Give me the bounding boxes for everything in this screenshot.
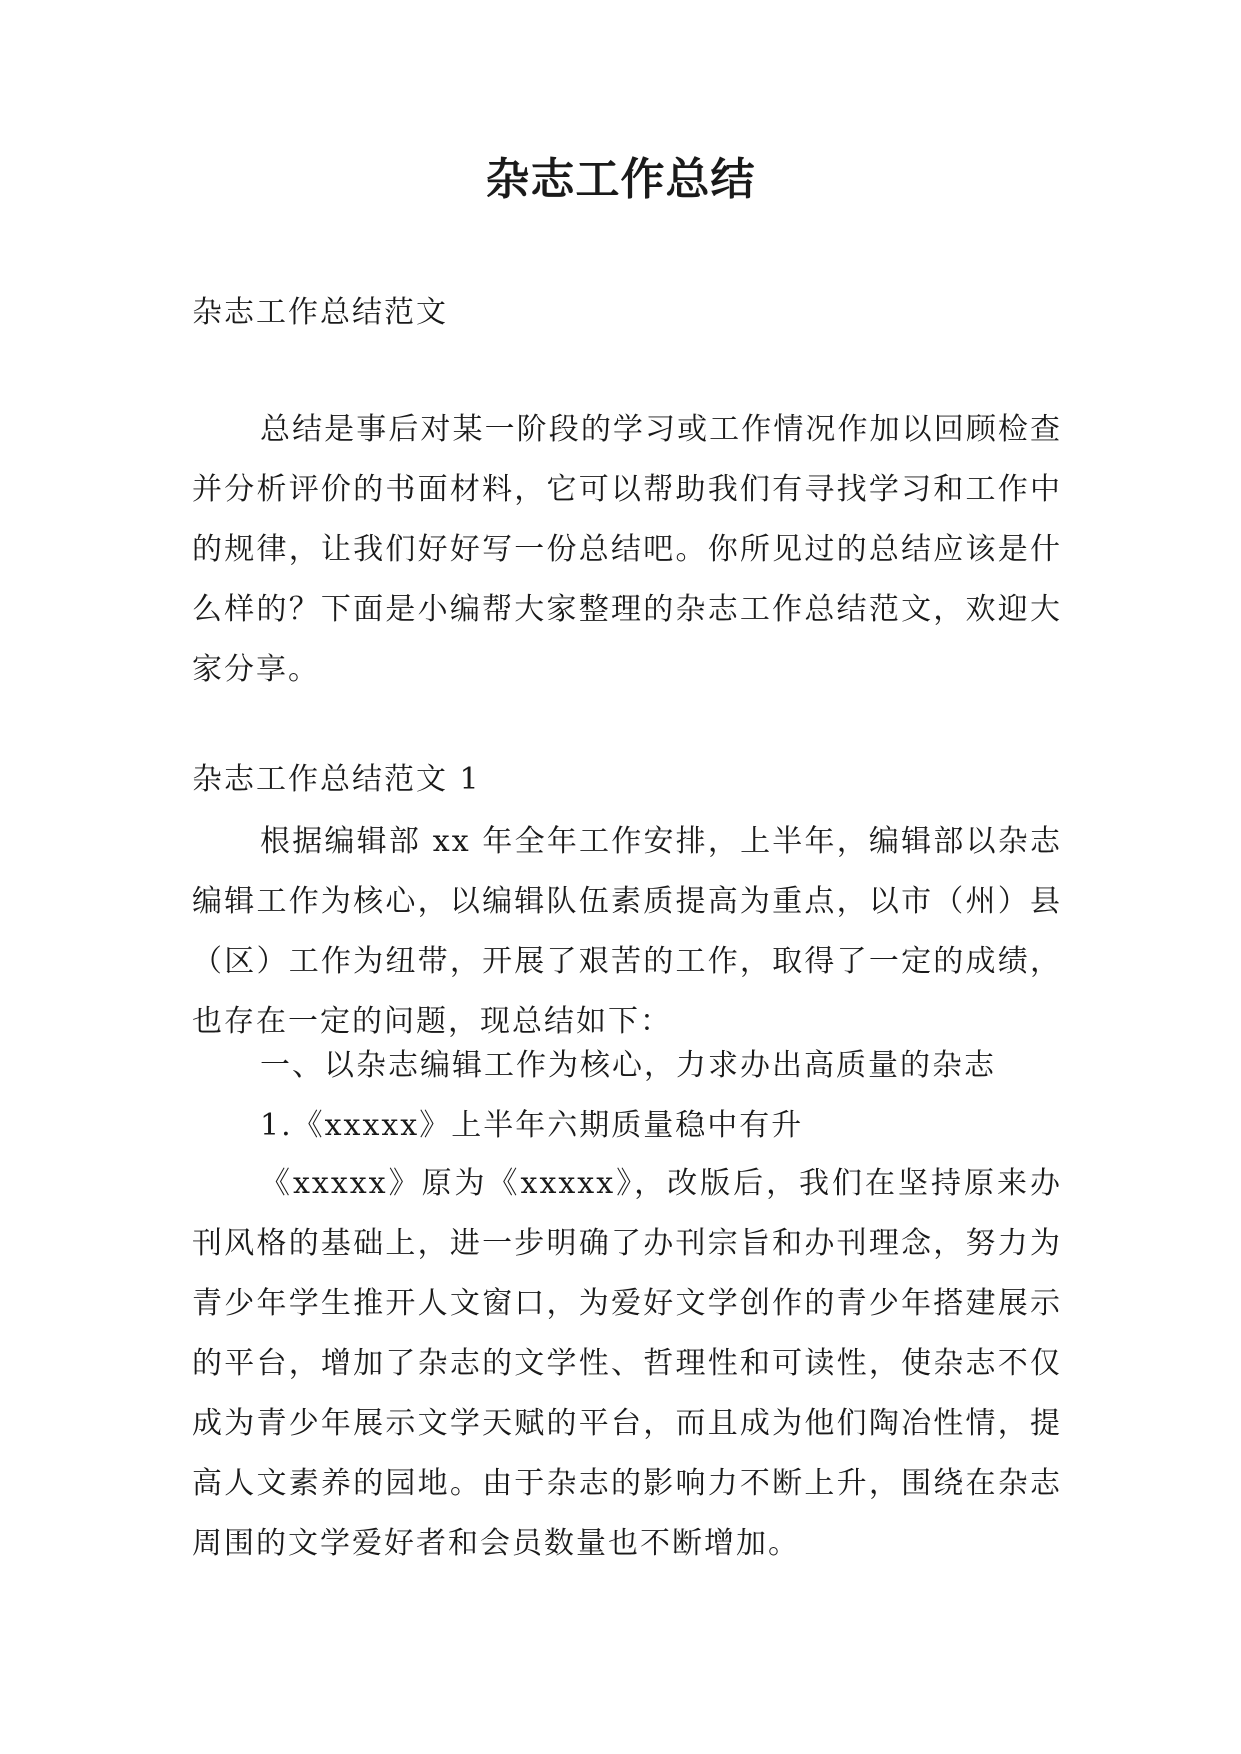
body-paragraph-2: 《xxxxx》原为《xxxxx》，改版后，我们在坚持原来办刊风格的基础上，进一步明确了办刊宗旨和办刊理念，努力为青少年学生推开人文窗口，为爱好文学创作的青少年搭建展示的平台，增加了杂志的文学性、哲理性和可读性，使杂志不仅成为青少年展示文学天赋的平台，而且成为他们陶冶性情，提高人文素养的园地。由于杂志的影响力不断上升，围绕在杂志周围的文学爱好者和会员数量也不断增加。 — [192, 1166, 1062, 1561]
section-title: 杂志工作总结范文 1 — [192, 762, 481, 797]
body-paragraph-1: 根据编辑部 xx 年全年工作安排，上半年，编辑部以杂志编辑工作为核心，以编辑队伍素质提高为重点，以市（州）县（区）工作为纽带，开展了艰苦的工作，取得了一定的成绩，也存在一定的问题，现总结如下： — [192, 824, 1062, 1039]
subheading-1: 1.《xxxxx》上半年六期质量稳中有升 — [260, 1108, 804, 1143]
document-title: 杂志工作总结 — [485, 154, 756, 205]
heading-1: 一、以杂志编辑工作为核心，力求办出高质量的杂志 — [260, 1048, 996, 1083]
intro-paragraph: 总结是事后对某一阶段的学习或工作情况作加以回顾检查并分析评价的书面材料，它可以帮助我们有寻找学习和工作中的规律，让我们好好写一份总结吧。你所见过的总结应该是什么样的？下面是小编帮大家整理的杂志工作总结范文，欢迎大家分享。 — [192, 412, 1062, 687]
document-subtitle: 杂志工作总结范文 — [192, 295, 448, 330]
